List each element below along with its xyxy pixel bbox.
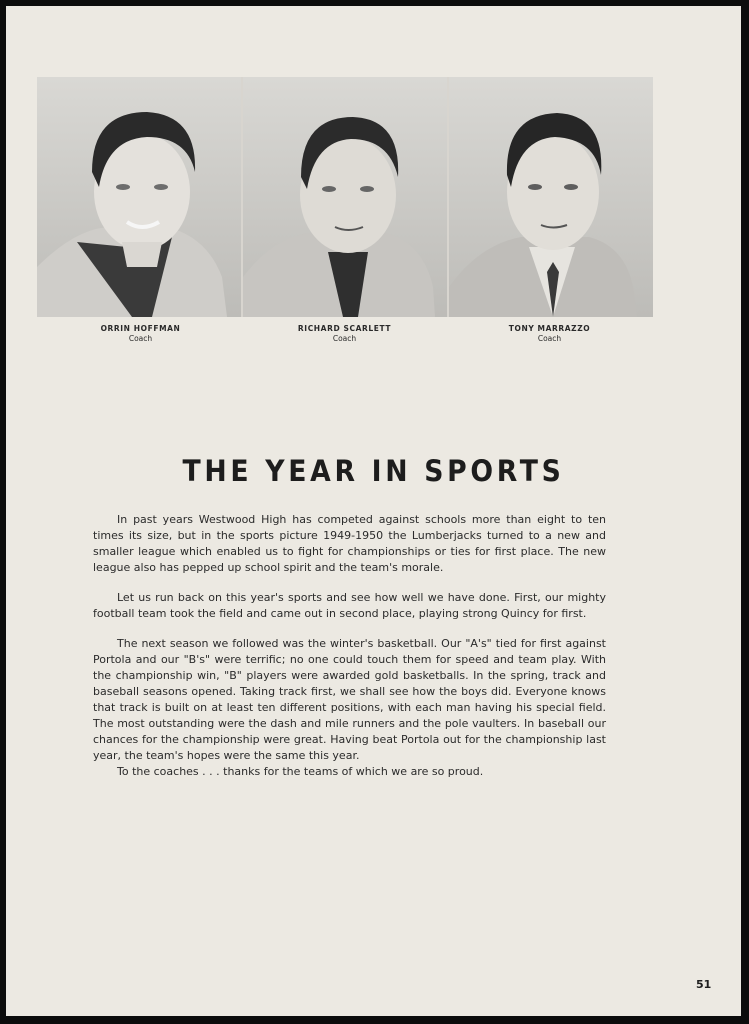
coach-name: TONY MARRAZZO xyxy=(508,324,591,333)
paragraph: In past years Westwood High has competed against schools more than eight to ten times its size, but in the sports picture 1949-1950 the Lumberjacks turned to a new and smaller league which enabled us to fight for championships or ties for first place. The new league also has pepped up school spirit and the team's morale. xyxy=(93,513,606,574)
coach-role: Coach xyxy=(128,334,153,343)
paragraph: To the coaches . . . thanks for the teams of which we are so proud. xyxy=(117,765,484,778)
coach-caption-2 xyxy=(242,324,447,343)
page-number: 51 xyxy=(696,978,712,991)
coach-role: Coach xyxy=(537,334,562,343)
portrait-image xyxy=(449,77,653,317)
coach-role: Coach xyxy=(332,334,357,343)
portrait-image xyxy=(243,77,447,317)
portrait-image xyxy=(37,77,241,317)
coach-name: RICHARD SCARLETT xyxy=(297,324,392,333)
coach-name: ORRIN HOFFMAN xyxy=(100,324,181,333)
coach-caption-3 xyxy=(447,324,652,343)
page-heading: THE YEAR IN SPORTS xyxy=(182,454,565,488)
coach-photo-scarlett xyxy=(243,77,447,317)
coach-photo-hoffman xyxy=(37,77,241,317)
paragraph: The next season we followed was the winter's basketball. Our "A's" tied for first against Portola and our "B's" were terrific; no one could touch them for speed and team play. With the championship win, "B" players were awarded gold basketballs. In the spring, track and baseball seasons opened. Taking track first, we shall see how the boys did. Everyone knows that track is built on at least ten different positions, with each man having his special field. The most outstanding were the dash and mile runners and the pole vaulters. In baseball our chances for the championship were great. Having beat Portola out for the championship last year, the team's hopes were the same this year. xyxy=(93,637,606,762)
paragraph: Let us run back on this year's sports and see how well we have done. First, our mighty football team took the field and came out in second place, playing strong Quincy for first. xyxy=(93,591,606,620)
yearbook-page xyxy=(6,6,741,1016)
coach-photo-marrazzo xyxy=(449,77,653,317)
coach-caption-1 xyxy=(38,324,243,343)
coach-photos xyxy=(37,77,653,317)
article-body xyxy=(93,512,606,794)
